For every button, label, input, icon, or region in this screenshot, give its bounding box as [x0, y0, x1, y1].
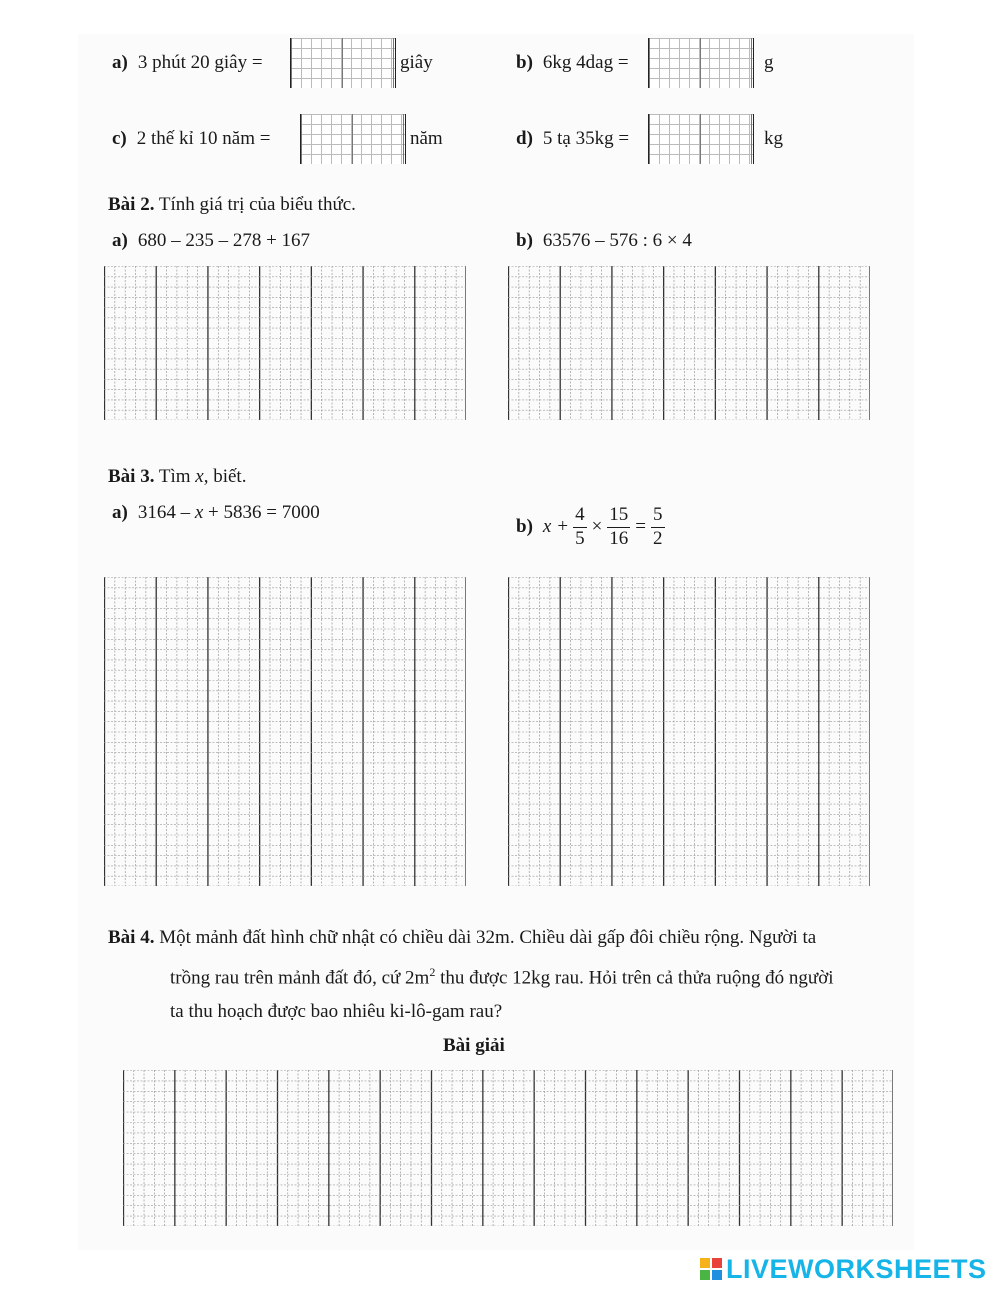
bai2-heading — [108, 194, 356, 216]
exercise-instruction: Tìm — [154, 466, 196, 487]
item-label: b) — [516, 516, 533, 538]
grid-lines — [104, 577, 466, 886]
item-label: a) — [112, 230, 128, 251]
work-grid-bai4[interactable] — [123, 1070, 893, 1226]
unit-d: kg — [764, 128, 783, 149]
item-expression: 6kg 4dag = — [542, 52, 629, 73]
unit-a: giây — [400, 52, 433, 73]
item-label: a) — [112, 52, 128, 73]
equals-sign: = — [635, 516, 646, 538]
item-label: b) — [516, 52, 533, 73]
variable-x: x — [194, 502, 204, 523]
exercise-number: Bài 4. — [108, 927, 155, 948]
answer-box-b[interactable] — [648, 38, 754, 88]
bai1-item-a — [112, 52, 263, 74]
item-label: d) — [516, 128, 533, 149]
grid-lines — [104, 266, 466, 420]
equation-part: 3164 – — [137, 502, 195, 523]
times-sign: × — [591, 516, 603, 538]
numerator: 4 — [573, 504, 587, 528]
numerator: 15 — [607, 504, 630, 528]
logo-square — [700, 1270, 710, 1280]
fraction-5-2 — [651, 504, 665, 551]
denominator: 2 — [653, 527, 663, 549]
plus-sign: + — [557, 516, 569, 538]
item-label: c) — [112, 128, 127, 149]
bai3-b — [516, 504, 670, 551]
bai1-item-b — [516, 52, 629, 74]
bai2-a — [112, 230, 310, 252]
grid-lines — [508, 577, 870, 886]
solution-title: Bài giải — [443, 1035, 505, 1056]
bai4-problem — [108, 921, 908, 1029]
answer-box-a[interactable] — [290, 38, 396, 88]
work-grid-bai3-b[interactable] — [508, 577, 870, 886]
problem-text: Một mảnh đất hình chữ nhật có chiều dài 32m. Chiều dài gấp đôi chiều rộng. Người ta — [154, 927, 817, 948]
problem-line-1 — [108, 927, 816, 948]
exercise-number: Bài 2. — [108, 194, 155, 215]
expression: 63576 – 576 : 6 × 4 — [542, 230, 692, 251]
unit-b: g — [764, 52, 774, 73]
denominator: 5 — [575, 527, 585, 549]
logo-square — [712, 1270, 722, 1280]
liveworksheets-logo — [700, 1254, 987, 1284]
exercise-instruction: Tính giá trị của biểu thức. — [154, 194, 356, 215]
bai1-item-d — [516, 128, 629, 150]
bai2-b — [516, 230, 692, 252]
item-expression: 5 tạ 35kg = — [542, 128, 630, 149]
logo-square — [712, 1258, 722, 1268]
grid-lines — [123, 1070, 893, 1226]
equation-part: + 5836 = 7000 — [203, 502, 320, 523]
unit-c: năm — [410, 128, 443, 149]
item-expression: 2 thế kỉ 10 năm = — [136, 128, 271, 149]
item-label: b) — [516, 230, 533, 251]
logo-mark-icon — [700, 1258, 722, 1280]
fraction-4-5 — [573, 504, 587, 551]
superscript: 2 — [429, 965, 436, 979]
problem-line-2 — [108, 955, 908, 995]
logo-square — [700, 1258, 710, 1268]
problem-line-3: ta thu hoạch được bao nhiêu ki-lô-gam rau? — [170, 1001, 503, 1023]
grid-lines — [508, 266, 870, 420]
expression: 680 – 235 – 278 + 167 — [137, 230, 311, 251]
numerator: 5 — [651, 504, 665, 528]
work-grid-bai3-a[interactable] — [104, 577, 466, 886]
bai3-heading — [108, 466, 246, 488]
problem-text: thu được 12kg rau. Hỏi trên cả thửa ruộng đó người — [435, 967, 834, 989]
fraction-15-16 — [607, 504, 630, 551]
denominator: 16 — [609, 527, 629, 549]
exercise-instruction-end: , biết. — [203, 466, 247, 487]
variable-x: x — [195, 466, 204, 487]
bai1-item-c — [112, 128, 270, 150]
variable-x: x — [542, 516, 552, 538]
work-grid-bai2-b[interactable] — [508, 266, 870, 420]
problem-text: trồng rau trên mảnh đất đó, cứ 2m — [170, 967, 430, 989]
work-grid-bai2-a[interactable] — [104, 266, 466, 420]
answer-box-d[interactable] — [648, 114, 754, 164]
item-expression: 3 phút 20 giây = — [137, 52, 263, 73]
bai3-a — [112, 502, 320, 524]
item-label: a) — [112, 502, 128, 523]
exercise-number: Bài 3. — [108, 466, 155, 487]
answer-box-c[interactable] — [300, 114, 406, 164]
logo-text: LIVEWORKSHEETS — [726, 1253, 987, 1284]
